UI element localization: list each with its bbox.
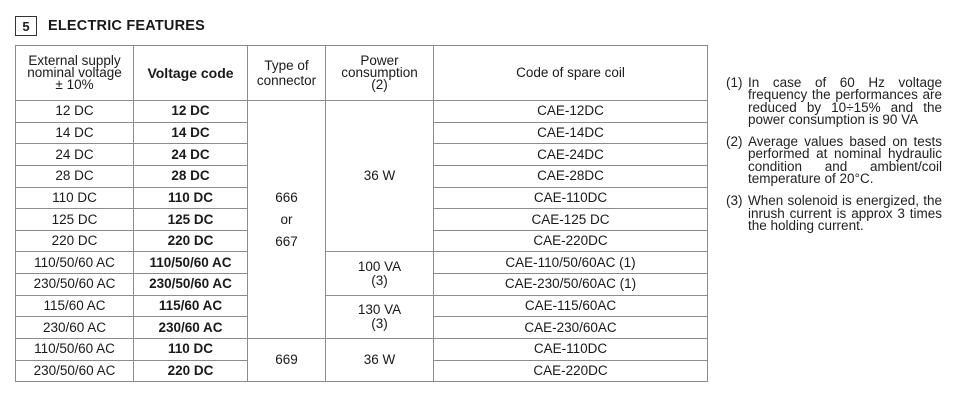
header-power-line2: consumption	[341, 65, 418, 80]
cell-spare-coil: CAE-220DC	[434, 360, 708, 382]
footnote-1	[726, 77, 942, 126]
connector-666: 666	[275, 189, 298, 205]
cell-spare-coil: CAE-115/60AC	[434, 295, 708, 317]
cell-supply-voltage: 125 DC	[16, 209, 134, 231]
cell-voltage-code: 220 DC	[134, 230, 248, 252]
cell-connector-666-667	[248, 101, 326, 339]
cell-spare-coil: CAE-28DC	[434, 165, 708, 187]
cell-voltage-code: 110/50/60 AC	[134, 252, 248, 274]
header-connector-type	[248, 46, 326, 101]
footnote-number: (2)	[726, 134, 743, 150]
cell-spare-coil: CAE-12DC	[434, 101, 708, 123]
table-row	[16, 252, 708, 274]
header-supply-voltage	[16, 46, 134, 101]
cell-connector-669: 669	[248, 339, 326, 382]
table-row	[16, 339, 708, 361]
cell-voltage-code: 12 DC	[134, 101, 248, 123]
footnote-3	[726, 195, 942, 232]
section-number: 5	[15, 16, 37, 36]
cell-voltage-code: 220 DC	[134, 360, 248, 382]
cell-voltage-code: 115/60 AC	[134, 295, 248, 317]
header-connector-line1: Type of	[264, 57, 309, 73]
cell-supply-voltage: 14 DC	[16, 122, 134, 144]
section-title: ELECTRIC FEATURES	[48, 18, 205, 34]
header-power-consumption	[326, 46, 434, 101]
header-power-line1: Power	[360, 53, 399, 68]
cell-supply-voltage: 115/60 AC	[16, 295, 134, 317]
table-header-row	[16, 46, 708, 101]
footnote-text: Average values based on tests performed at nominal hydraulic condition and ambient/coil temperature of 20°C.	[748, 134, 942, 187]
header-connector-line2: connector	[256, 72, 317, 88]
table-row	[16, 295, 708, 317]
cell-supply-voltage: 110 DC	[16, 187, 134, 209]
cell-spare-coil: CAE-125 DC	[434, 209, 708, 231]
footnote-2	[726, 136, 942, 185]
footnote-text: When solenoid is energized, the inrush current is approx 3 times the holding current.	[748, 193, 942, 233]
cell-voltage-code: 230/50/60 AC	[134, 274, 248, 296]
cell-supply-voltage: 230/50/60 AC	[16, 360, 134, 382]
footnote-number: (3)	[726, 193, 743, 209]
header-supply-line2: nominal voltage	[27, 65, 122, 80]
cell-spare-coil: CAE-14DC	[434, 122, 708, 144]
cell-voltage-code: 125 DC	[134, 209, 248, 231]
power-130va-value: 130 VA	[357, 301, 402, 317]
cell-supply-voltage: 220 DC	[16, 230, 134, 252]
footnote-number: (1)	[726, 75, 743, 90]
cell-spare-coil: CAE-230/50/60AC (1)	[434, 274, 708, 296]
cell-voltage-code: 14 DC	[134, 122, 248, 144]
cell-spare-coil: CAE-110DC	[434, 187, 708, 209]
header-voltage-code: Voltage code	[134, 46, 248, 101]
cell-power-36w: 36 W	[326, 101, 434, 252]
electric-features-table	[15, 45, 708, 382]
cell-supply-voltage: 12 DC	[16, 101, 134, 123]
cell-supply-voltage: 110/50/60 AC	[16, 252, 134, 274]
cell-supply-voltage: 24 DC	[16, 144, 134, 166]
footnote-text: In case of 60 Hz voltage frequency the performances are reduced by 10÷15% and the power consumption is 90 VA	[748, 75, 942, 127]
cell-voltage-code: 110 DC	[134, 187, 248, 209]
cell-voltage-code: 230/60 AC	[134, 317, 248, 339]
cell-supply-voltage: 110/50/60 AC	[16, 339, 134, 361]
cell-voltage-code: 110 DC	[134, 339, 248, 361]
cell-supply-voltage: 230/60 AC	[16, 317, 134, 339]
section-heading	[15, 14, 205, 38]
connector-or: or	[280, 211, 293, 227]
cell-voltage-code: 28 DC	[134, 165, 248, 187]
table-row	[16, 101, 708, 123]
cell-spare-coil: CAE-24DC	[434, 144, 708, 166]
power-130va-note: (3)	[371, 315, 388, 331]
cell-spare-coil: CAE-110/50/60AC (1)	[434, 252, 708, 274]
cell-supply-voltage: 230/50/60 AC	[16, 274, 134, 296]
footnotes	[726, 77, 942, 242]
cell-spare-coil: CAE-230/60AC	[434, 317, 708, 339]
cell-supply-voltage: 28 DC	[16, 165, 134, 187]
cell-power-36w-ac: 36 W	[326, 339, 434, 382]
cell-spare-coil: CAE-110DC	[434, 339, 708, 361]
power-100va-note: (3)	[371, 272, 388, 288]
header-supply-line3: ± 10%	[55, 77, 94, 92]
cell-power-130va	[326, 295, 434, 338]
header-spare-coil: Code of spare coil	[434, 46, 708, 101]
cell-spare-coil: CAE-220DC	[434, 230, 708, 252]
power-100va-value: 100 VA	[357, 258, 402, 274]
cell-voltage-code: 24 DC	[134, 144, 248, 166]
cell-power-100va	[326, 252, 434, 295]
header-supply-line1: External supply	[28, 53, 121, 68]
connector-667: 667	[275, 233, 298, 249]
header-power-line3: (2)	[371, 77, 388, 92]
